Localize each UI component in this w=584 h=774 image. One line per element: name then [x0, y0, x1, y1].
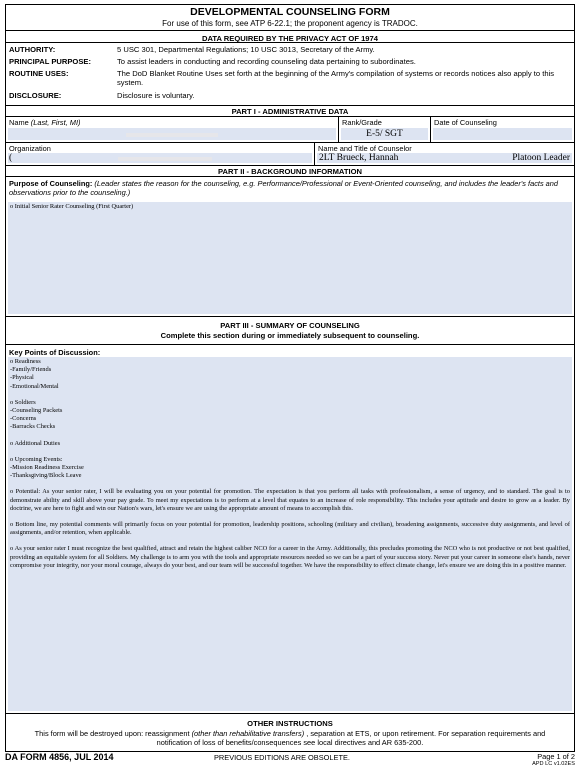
key-point-paragraph: o Potential: As your senior rater, I will be evaluating you on your potential for promotion. The expectation is that you perform all tasks with professionalism, a sense of urgency, and to standard. The goal is to demonstrate ability and skill above your pay grade. To meet my expectations is to perform at a level that equates to an increase of role responsibility. This includes your aptitude and desire to grow as a leader. By doctrine, we are here to fight and win our Nation's wars, let's ensure we are using the appropriate amount of means to accomplish this. — [10, 488, 570, 512]
counselor-cell — [315, 143, 574, 166]
key-point-item: -Emotional/Mental — [10, 382, 59, 390]
date-label: Date of Counseling — [434, 118, 497, 127]
key-points-field[interactable] — [8, 357, 572, 711]
date-cell — [431, 117, 574, 143]
name-hint: (Last, First, MI) — [30, 118, 81, 127]
editions-note: PREVIOUS EDITIONS ARE OBSOLETE. — [214, 753, 350, 762]
part1-header: PART I - ADMINISTRATIVE DATA — [6, 106, 574, 117]
key-point-group — [10, 456, 570, 481]
purpose-label-block — [9, 179, 570, 197]
privacy-act-header: DATA REQUIRED BY THE PRIVACY ACT OF 1974 — [6, 31, 574, 43]
principal-purpose-value: To assist leaders in conducting and recording counseling data pertaining to subordinates. — [117, 57, 416, 66]
key-point-group — [10, 399, 570, 432]
rank-field[interactable]: E-5/ SGT — [341, 128, 428, 140]
organization-cell — [6, 143, 315, 166]
part1-header-row — [6, 106, 574, 117]
authority-value: 5 USC 301, Departmental Regulations; 10 USC 3013, Secretary of the Army. — [117, 45, 375, 54]
form-title-block — [6, 5, 574, 31]
purpose-label: Purpose of Counseling: — [9, 179, 93, 188]
purpose-hint: (Leader states the reason for the counseling, e.g. Performance/Professional or Event-Oriented counseling, and includes the leader's facts and observations prior to the counseling.) — [9, 179, 559, 197]
key-point-item: o Additional Duties — [10, 439, 61, 447]
key-point-item: -Mission Readiness Exercise — [10, 464, 84, 472]
key-point-item: -Physical — [10, 374, 34, 382]
key-point-item: o Upcoming Events: — [10, 455, 63, 463]
part2-header-row — [6, 166, 574, 177]
other-instructions-header: OTHER INSTRUCTIONS — [247, 719, 333, 728]
privacy-act-section — [6, 31, 574, 106]
counselor-name: 2LT Brueck, Hannah — [319, 153, 399, 163]
counseling-form — [5, 4, 575, 752]
key-point-item: -Barracks Checks — [10, 423, 56, 431]
key-point-item: o Soldiers — [10, 398, 36, 406]
key-point-item: -Family/Friends — [10, 366, 52, 374]
redacted-organization — [118, 157, 212, 161]
key-point-paragraph: o As your senior rater I must recognize the best qualified, attract and retain the highest caliber NCO for a career in the Army. Additionally, this precludes promoting the NCO who is not productive or not best qualified, providing an equitable system for all Soldiers. My challenge is to arm you with the tools and appropriate resources needed so we can be a part of your success story. Never put your career in someone else's hands, never compromise your integrity, nor your moral courage, always do your best, and our team will be successful together. We have the responsibility to effect climate change, let's ensure we are doing this in a positive manner. — [10, 545, 570, 569]
disclosure-value: Disclosure is voluntary. — [117, 91, 195, 100]
purpose-field[interactable]: o Initial Senior Rater Counseling (First Quarter) — [8, 202, 572, 314]
key-point-item: -Thanksgiving/Block Leave — [10, 472, 82, 480]
routine-uses-value: The DoD Blanket Routine Uses set forth at the beginning of the Army's compilation of systems or records notices also apply to this system. — [117, 69, 555, 87]
disclosure-label: DISCLOSURE: — [9, 91, 62, 100]
authority-label: AUTHORITY: — [9, 45, 56, 54]
date-field[interactable] — [433, 128, 572, 140]
key-points-paragraphs — [10, 488, 570, 570]
key-points-section — [6, 345, 574, 714]
counselor-title: Platoon Leader — [512, 153, 570, 163]
organization-value: ( — [9, 153, 13, 163]
name-field[interactable] — [8, 128, 336, 140]
redacted-name — [126, 133, 218, 137]
organization-label: Organization — [9, 144, 51, 153]
key-point-item: o Readiness — [10, 358, 41, 365]
form-number: DA FORM 4856, JUL 2014 — [5, 752, 114, 762]
key-point-paragraph: o Bottom line, my potential comments will primarily focus on your potential for promotion, leadership positions, schooling (military and civilian), broadening assignments, successive duty assignments, and level of assignments, and/or retention, when applicable. — [10, 521, 570, 537]
page-number: Page 1 of 2 — [537, 752, 575, 761]
key-point-item: -Concerns — [10, 415, 37, 423]
routine-uses-label: ROUTINE USES: — [9, 69, 69, 78]
part3-subheader: Complete this section during or immediately subsequent to counseling. — [160, 331, 420, 340]
form-subtitle: For use of this form, see ATP 6-22.1; the proponent agency is TRADOC. — [162, 19, 418, 28]
name-label: Name (Last, First, MI) — [9, 118, 81, 127]
key-point-group — [10, 358, 570, 391]
part3-header-row — [6, 317, 574, 345]
page-info — [532, 752, 575, 767]
counselor-field[interactable] — [317, 153, 572, 163]
key-points-label: Key Points of Discussion: — [9, 348, 101, 357]
counselor-label: Name and Title of Counselor — [318, 144, 412, 153]
key-points-list — [10, 358, 570, 480]
key-point-item: -Counseling Packets — [10, 407, 63, 415]
other-instructions-section — [6, 714, 574, 751]
purpose-section — [6, 177, 574, 317]
part2-header: PART II - BACKGROUND INFORMATION — [6, 166, 574, 177]
form-title: DEVELOPMENTAL COUNSELING FORM — [190, 6, 390, 18]
name-cell — [6, 117, 339, 143]
rank-cell — [339, 117, 431, 143]
organization-field[interactable] — [8, 153, 312, 163]
key-point-group — [10, 440, 570, 448]
other-instructions-text: This form will be destroyed upon: reassignment (other than rehabilitative transfers) , separation at ETS, or upon retirement. For separation requirements and notification of loss of benefits/consequences see local directives and AR 635-200. — [34, 729, 546, 747]
principal-purpose-label: PRINCIPAL PURPOSE: — [9, 57, 91, 66]
form-version: APD LC v1.02ES — [532, 761, 575, 767]
part3-header: PART III - SUMMARY OF COUNSELING — [220, 321, 360, 330]
rank-label: Rank/Grade — [342, 118, 382, 127]
